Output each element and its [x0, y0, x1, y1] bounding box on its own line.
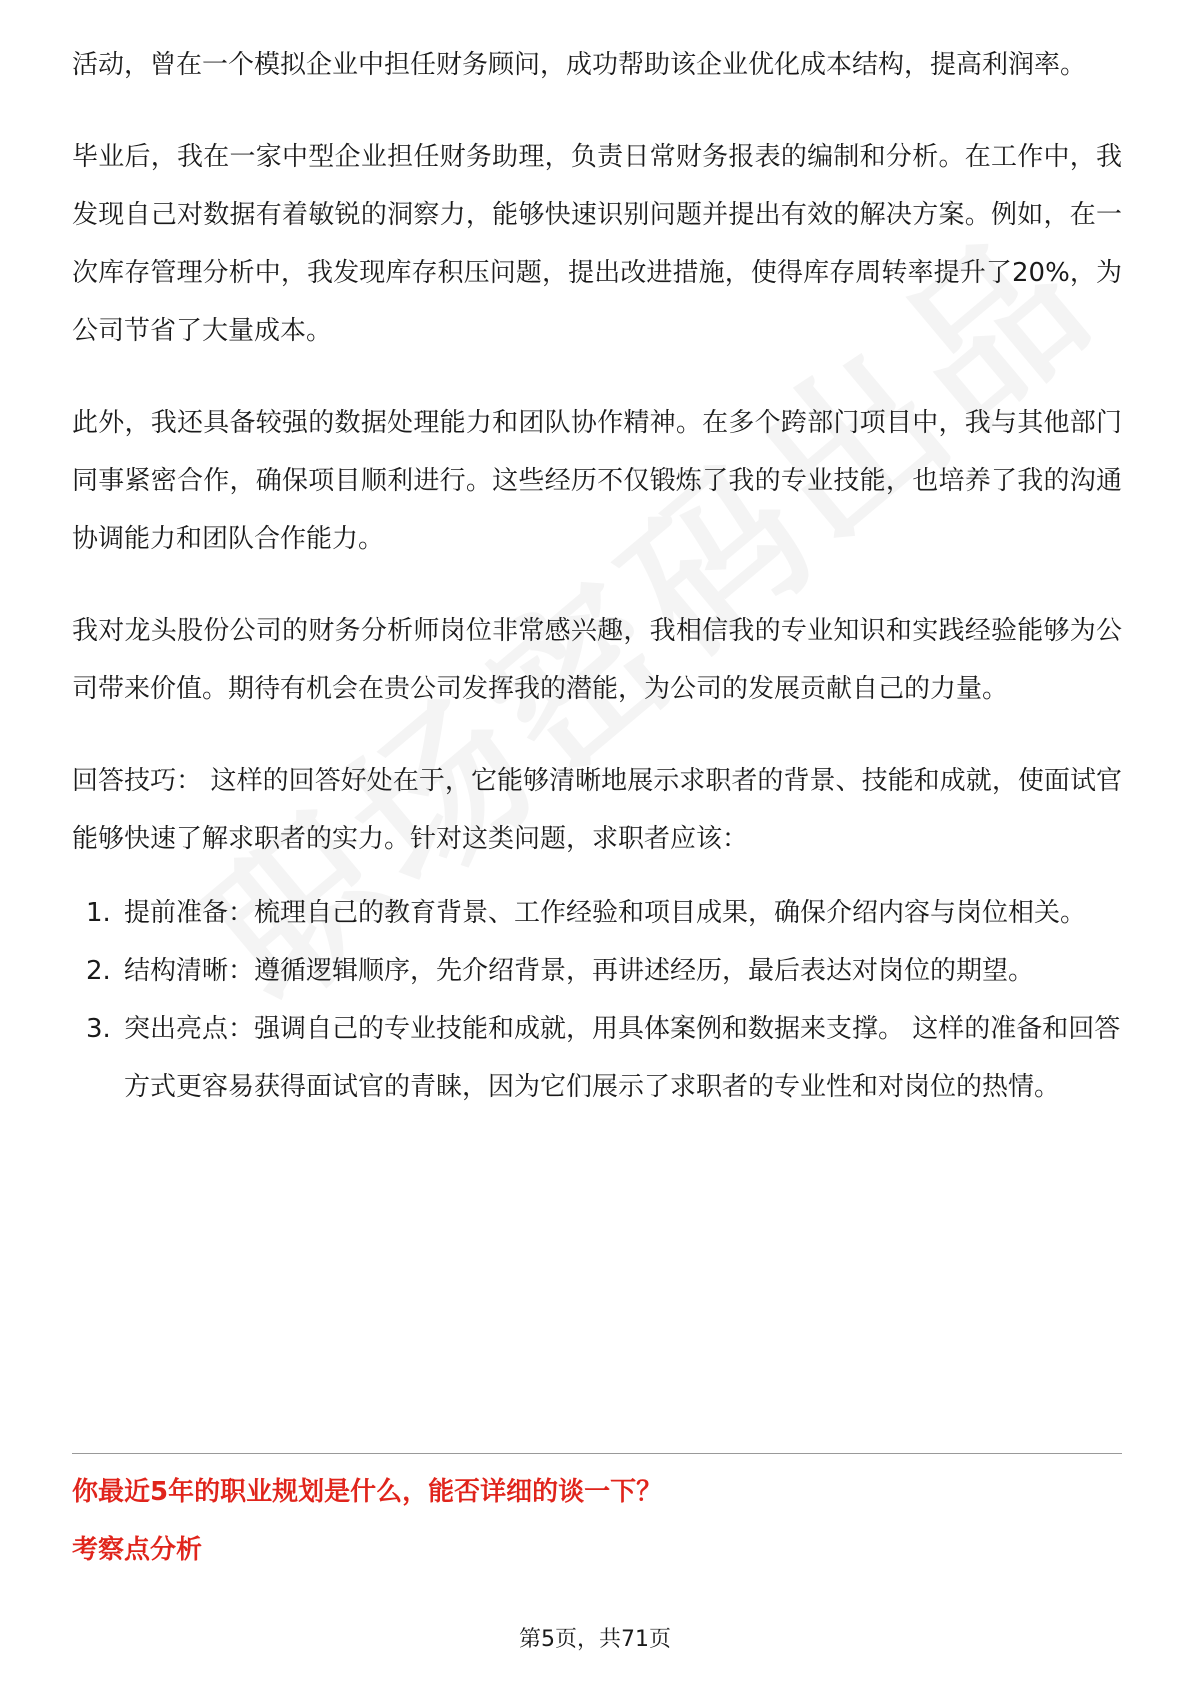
paragraph-skills: 此外，我还具备较强的数据处理能力和团队协作精神。在多个跨部门项目中，我与其他部门同事紧密合作，确保项目顺利进行。这些经历不仅锻炼了我的专业技能，也培养了我的沟通协调能力和团队合作能力。: [72, 408, 1122, 554]
list-item-text: 结构清晰：遵循逻辑顺序，先介绍背景，再讲述经历，最后表达对岗位的期望。: [124, 956, 1035, 986]
tips-list: [72, 884, 1122, 1116]
list-item: [72, 1000, 1122, 1116]
paragraph-work-experience: 毕业后，我在一家中型企业担任财务助理，负责日常财务报表的编制和分析。在工作中，我发现自己对数据有着敏锐的洞察力，能够快速识别问题并提出有效的解决方案。例如，在一次库存管理分析中，我发现库存积压问题，提出改进措施，使得库存周转率提升了20%，为公司节省了大量成本。: [72, 142, 1122, 346]
list-item-number: 2.: [86, 956, 111, 986]
next-question-heading: 你最近5年的职业规划是什么，能否详细的谈一下？: [72, 1477, 663, 1507]
list-item-text: 突出亮点：强调自己的专业技能和成就，用具体案例和数据来支撑。 这样的准备和回答方式更容易获得面试官的青睐，因为它们展示了求职者的专业性和对岗位的热情。: [124, 1014, 1121, 1102]
page-footer: 第5页，共71页: [519, 1627, 671, 1652]
paragraph-activity: 活动，曾在一个模拟企业中担任财务顾问，成功帮助该企业优化成本结构，提高利润率。: [72, 50, 1087, 80]
analysis-heading: 考察点分析: [72, 1535, 203, 1565]
paragraph-interest: 我对龙头股份公司的财务分析师岗位非常感兴趣，我相信我的专业知识和实践经验能够为公司带来价值。期待有机会在贵公司发挥我的潜能，为公司的发展贡献自己的力量。: [72, 616, 1122, 704]
list-item-number: 1.: [86, 898, 111, 928]
section-divider: [72, 1453, 1122, 1454]
list-item-text: 提前准备：梳理自己的教育背景、工作经验和项目成果，确保介绍内容与岗位相关。: [124, 898, 1087, 928]
list-item: [72, 884, 1122, 942]
list-item: [72, 942, 1122, 1000]
paragraph-answer-tips: 回答技巧： 这样的回答好处在于，它能够清晰地展示求职者的背景、技能和成就，使面试官能够快速了解求职者的实力。针对这类问题，求职者应该：: [72, 766, 1122, 854]
list-item-number: 3.: [86, 1014, 111, 1044]
document-body: [72, 36, 1122, 1116]
